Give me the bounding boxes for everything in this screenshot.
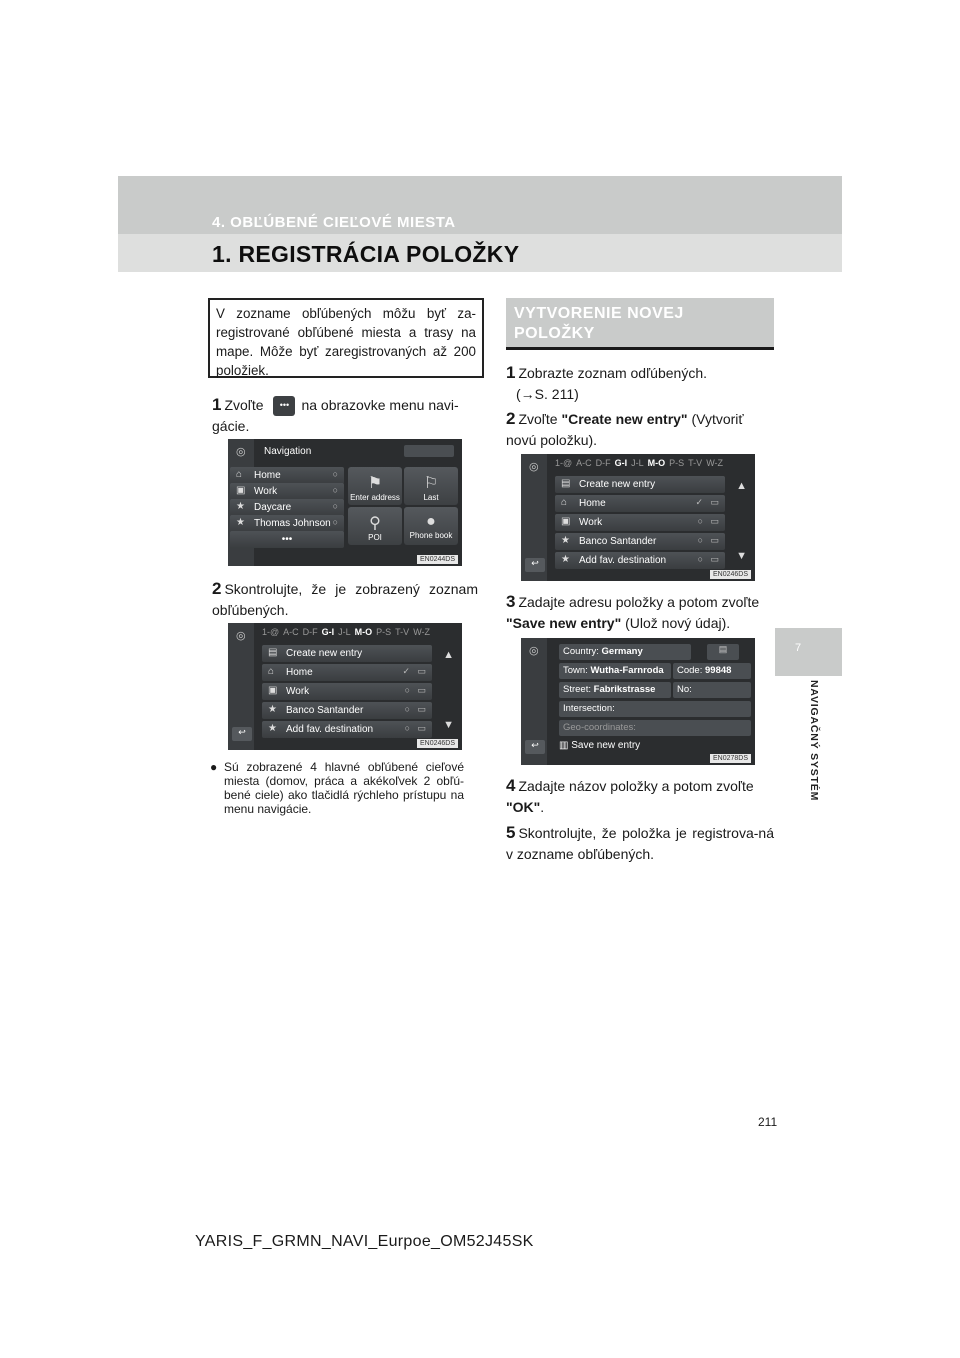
star-icon: ★ xyxy=(561,554,570,565)
item-label: Home xyxy=(254,470,281,481)
letter-tab[interactable]: D-F xyxy=(302,627,318,637)
home-icon: ⌂ xyxy=(236,469,243,480)
favorites-list-screenshot xyxy=(228,623,462,750)
person-icon: ● xyxy=(426,513,436,530)
letter-tab[interactable]: T-V xyxy=(395,627,410,637)
create-new-entry-row[interactable] xyxy=(555,476,725,493)
step-text: . xyxy=(540,799,545,815)
list-icon: ▤ xyxy=(268,647,278,658)
circle-icon: ○ xyxy=(332,517,338,527)
list-item[interactable] xyxy=(262,702,432,719)
item-label: Home xyxy=(286,667,313,678)
button-reference: "Create new entry" xyxy=(561,411,688,427)
tile-label: Phone book xyxy=(409,531,453,540)
back-button[interactable]: ↩ xyxy=(525,740,545,754)
more-options-icon: ••• xyxy=(273,396,295,416)
letter-tab[interactable]: 1-@ xyxy=(262,627,280,637)
intro-box: V zozname obľúbených môžu byť za-registrované obľúbené miesta a trasy na mape. Môže byť zaregistrovaných až 200 položiek. xyxy=(208,298,484,378)
item-label: Daycare xyxy=(254,502,292,513)
scroll-up-icon[interactable]: ▲ xyxy=(736,480,747,492)
compass-icon: ◎ xyxy=(529,461,539,473)
compass-icon: ◎ xyxy=(529,645,539,657)
button-reference: "OK" xyxy=(506,799,541,815)
compass-icon: ◎ xyxy=(236,446,246,458)
field-label: No: xyxy=(677,684,692,695)
pin-icon: ⚲ xyxy=(369,515,381,532)
letter-tab[interactable]: J-L xyxy=(338,627,351,637)
field-label: Country: xyxy=(563,646,599,657)
letter-tab[interactable]: W-Z xyxy=(706,458,724,468)
navigation-menu-screenshot xyxy=(228,439,462,566)
section-heading: VYTVORENIE NOVEJ POLOŽKY xyxy=(506,298,774,350)
edit-icon: ▭ xyxy=(710,516,719,526)
compass-icon: ◎ xyxy=(236,630,246,642)
page-header xyxy=(118,176,842,272)
letter-tab[interactable]: D-F xyxy=(595,458,611,468)
step-number: 2 xyxy=(212,579,222,598)
step-number: 1 xyxy=(506,363,516,382)
briefcase-icon: ▣ xyxy=(268,685,278,696)
item-label: Thomas Johnson xyxy=(254,518,331,529)
letter-tab[interactable]: P-S xyxy=(376,627,392,637)
briefcase-icon: ▣ xyxy=(236,485,246,496)
letter-tab[interactable]: G-I xyxy=(321,627,335,637)
letter-tab[interactable]: M-O xyxy=(354,627,373,637)
star-icon: ★ xyxy=(268,704,277,715)
more-dots: ••• xyxy=(281,534,293,545)
phone-book-tile[interactable] xyxy=(404,507,458,545)
list-icon: ▤ xyxy=(561,478,571,489)
item-label: Add fav. destination xyxy=(579,555,667,566)
item-label: Work xyxy=(286,686,310,697)
circle-icon: ○ xyxy=(697,516,703,526)
field-value: 99848 xyxy=(705,665,732,676)
field-label: Geo-coordinates: xyxy=(563,722,636,733)
item-label: Work xyxy=(254,486,278,497)
right-step-4 xyxy=(506,775,774,818)
field-label: Code: xyxy=(677,665,703,676)
step-number: 1 xyxy=(212,395,222,414)
left-step-1 xyxy=(212,394,476,437)
page-title: 1. REGISTRÁCIA POLOŽKY xyxy=(212,241,520,267)
circle-icon: ○ xyxy=(332,469,338,479)
letter-index[interactable] xyxy=(555,458,727,472)
step-text: (Ulož nový údaj). xyxy=(625,615,731,631)
right-step-1 xyxy=(506,362,772,405)
street-field[interactable] xyxy=(559,682,671,698)
favorites-list-screenshot xyxy=(521,454,755,581)
footer-code: YARIS_F_GRMN_NAVI_Eurpoe_OM52J45SK xyxy=(195,1233,534,1250)
item-label: Add fav. destination xyxy=(286,724,374,735)
list-item[interactable] xyxy=(262,721,432,738)
bullet-note xyxy=(212,760,464,816)
field-value: Fabrikstrasse xyxy=(593,684,656,695)
create-new-entry-row[interactable] xyxy=(262,645,432,662)
poi-tile[interactable] xyxy=(348,507,402,545)
chapter-number: 7 xyxy=(795,642,802,654)
home-icon: ⌂ xyxy=(268,666,275,677)
step-text: Zobrazte zoznam odľúbených. xyxy=(518,365,707,381)
field-label: Intersection: xyxy=(563,703,615,714)
briefcase-icon: ▣ xyxy=(561,516,571,527)
circle-icon: ○ xyxy=(697,554,703,564)
letter-tab[interactable]: W-Z xyxy=(413,627,431,637)
intersection-field[interactable] xyxy=(559,701,751,717)
letter-tab[interactable]: G-I xyxy=(614,458,628,468)
step-text: Zvoľte xyxy=(518,411,558,427)
item-label: Banco Santander xyxy=(579,536,657,547)
letter-tab[interactable]: P-S xyxy=(669,458,685,468)
edit-icon: ▭ xyxy=(710,535,719,545)
left-step-2 xyxy=(212,578,478,621)
list-item[interactable] xyxy=(555,533,725,550)
step-text: Zadajte adresu položky a potom zvoľte xyxy=(518,594,760,610)
step-number: 3 xyxy=(506,592,516,611)
step-text: Zvoľte xyxy=(224,397,264,413)
star-icon: ★ xyxy=(236,501,245,512)
postal-code-field[interactable] xyxy=(673,663,751,679)
field-label: Street: xyxy=(563,684,591,695)
circle-icon: ○ xyxy=(404,723,410,733)
flag-icon: ⚑ xyxy=(367,475,383,492)
edit-icon: ▭ xyxy=(417,704,426,714)
page-reference: (→S. 211) xyxy=(516,386,579,402)
field-value: Germany xyxy=(601,646,643,657)
star-icon: ★ xyxy=(236,517,245,528)
letter-tab[interactable]: M-O xyxy=(647,458,666,468)
circle-icon: ○ xyxy=(404,685,410,695)
chapter-tab xyxy=(775,628,842,676)
favorite-item[interactable] xyxy=(230,467,344,484)
image-code: EN0244DS xyxy=(417,555,458,564)
right-step-2 xyxy=(506,408,772,451)
image-code: EN0246DS xyxy=(710,570,751,579)
item-label: Create new entry xyxy=(579,479,656,490)
list-item[interactable] xyxy=(555,495,725,512)
step-text: Skontrolujte, že je zobrazený zoznam obľúbených. xyxy=(212,581,478,618)
home-icon: ⌂ xyxy=(561,497,568,508)
scroll-down-icon[interactable]: ▼ xyxy=(736,550,747,562)
circle-icon: ○ xyxy=(332,501,338,511)
circle-icon: ○ xyxy=(697,535,703,545)
item-label: Banco Santander xyxy=(286,705,364,716)
geo-coordinates-field[interactable] xyxy=(559,720,751,736)
chapter-title: NAVIGAČNÝ SYSTÉM xyxy=(808,680,820,802)
item-label: Work xyxy=(579,517,603,528)
letter-tab[interactable]: J-L xyxy=(631,458,644,468)
favorite-item[interactable] xyxy=(230,483,344,500)
keyboard-icon[interactable]: ▤ xyxy=(707,644,739,660)
back-button[interactable]: ↩ xyxy=(525,558,545,572)
town-field[interactable] xyxy=(559,663,671,679)
edit-icon: ▭ xyxy=(710,497,719,507)
step-text: Zadajte názov položky a potom zvoľte xyxy=(518,778,754,794)
last-tile[interactable] xyxy=(404,467,458,505)
house-number-field[interactable] xyxy=(673,682,751,698)
bullet-text: Sú zobrazené 4 hlavné obľúbené cieľové miesta (domov, práca a akékoľvek 2 obľú-bené ciele) ako tlačidlá rýchleho prístupu na menu navigácie. xyxy=(224,760,464,816)
item-label: Home xyxy=(579,498,606,509)
list-item[interactable] xyxy=(555,514,725,531)
letter-index[interactable] xyxy=(262,627,434,641)
list-item[interactable] xyxy=(555,552,725,569)
button-reference: "Save new entry" xyxy=(506,615,622,631)
item-label: Create new entry xyxy=(286,648,363,659)
tile-label: Enter address xyxy=(350,493,400,502)
star-icon: ★ xyxy=(561,535,570,546)
enter-address-tile[interactable] xyxy=(348,467,402,505)
image-code: EN0278DS xyxy=(710,754,751,763)
step-text: (Vytvoriť novú položku). xyxy=(506,411,744,448)
letter-tab[interactable]: T-V xyxy=(688,458,703,468)
edit-icon: ▭ xyxy=(417,666,426,676)
circle-icon: ○ xyxy=(404,704,410,714)
save-new-entry-button[interactable] xyxy=(559,740,640,751)
scroll-down-icon[interactable]: ▼ xyxy=(443,719,454,731)
screen-title: Navigation xyxy=(264,446,312,457)
letter-tab[interactable]: A-C xyxy=(283,627,299,637)
edit-icon: ▭ xyxy=(710,554,719,564)
scroll-up-icon[interactable]: ▲ xyxy=(443,649,454,661)
step-number: 4 xyxy=(506,776,516,795)
edit-icon: ▭ xyxy=(417,723,426,733)
step-number: 5 xyxy=(506,823,516,842)
field-value: Wutha-Farnroda xyxy=(590,665,664,676)
circle-icon: ○ xyxy=(332,485,338,495)
check-icon: ✓ xyxy=(695,497,703,507)
bullet-icon: ● xyxy=(210,760,218,774)
more-button[interactable] xyxy=(230,531,344,548)
edit-icon: ▭ xyxy=(417,685,426,695)
right-step-5 xyxy=(506,822,774,865)
favorite-item[interactable] xyxy=(230,499,344,516)
step-text: na obrazovke menu navi-gácie. xyxy=(212,397,459,435)
list-item[interactable] xyxy=(262,664,432,681)
status-indicator xyxy=(404,445,454,457)
tile-label: Last xyxy=(423,493,439,502)
step-number: 2 xyxy=(506,409,516,428)
section-title: 4. OBĽÚBENÉ CIEĽOVÉ MIESTA xyxy=(212,214,456,231)
list-item[interactable] xyxy=(262,683,432,700)
page-number: 211 xyxy=(758,1115,778,1129)
checkered-flag-icon: ⚐ xyxy=(423,475,439,492)
right-step-3 xyxy=(506,591,774,634)
step-text: Skontrolujte, že položka je registrova-ná v zozname obľúbených. xyxy=(506,825,774,862)
country-field[interactable] xyxy=(559,644,691,660)
field-label: Town: xyxy=(563,665,588,676)
check-icon: ✓ xyxy=(402,666,410,676)
letter-tab[interactable]: A-C xyxy=(576,458,592,468)
address-entry-screenshot xyxy=(521,638,755,765)
save-icon: ▥ xyxy=(559,740,569,751)
back-button[interactable]: ↩ xyxy=(232,727,252,741)
favorite-item[interactable] xyxy=(230,515,344,532)
letter-tab[interactable]: 1-@ xyxy=(555,458,573,468)
image-code: EN0246DS xyxy=(417,739,458,748)
tile-label: POI xyxy=(368,533,382,542)
button-label: Save new entry xyxy=(571,740,641,751)
star-icon: ★ xyxy=(268,723,277,734)
